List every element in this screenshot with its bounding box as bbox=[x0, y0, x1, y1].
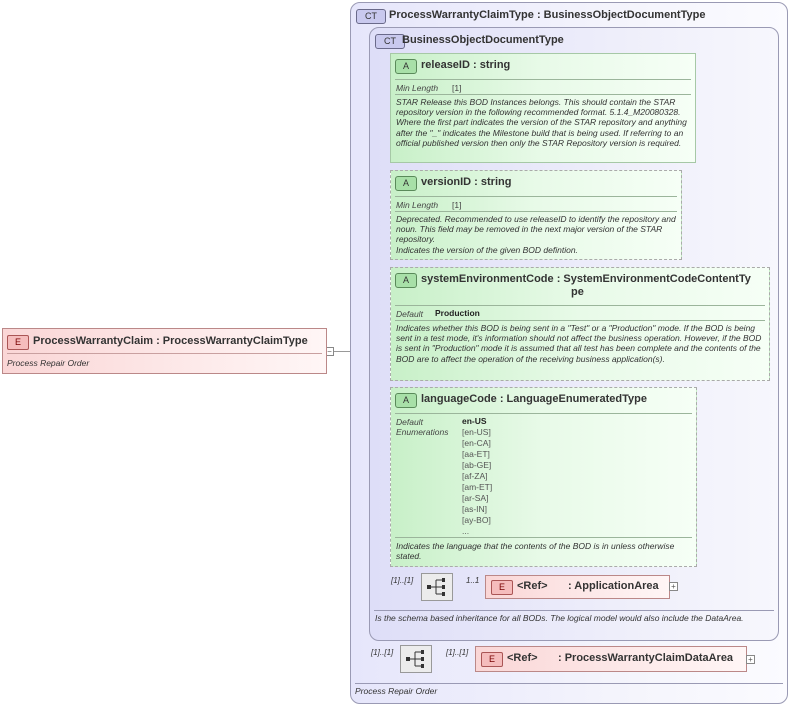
attribute-doc: Deprecated. Recommended to use releaseID to identify the repository and noun. This field may be removed in the next major version of the STAR repository. Indicates the version of the given BOD defintion. bbox=[396, 214, 676, 255]
enumerations-label: Enumerations bbox=[396, 427, 449, 437]
sequence-compositor-icon[interactable] bbox=[400, 645, 432, 673]
attribute-separator bbox=[395, 413, 692, 414]
attribute-separator bbox=[395, 211, 677, 212]
element-ref-label: <Ref> bbox=[517, 580, 548, 592]
element-ref-label: <Ref> bbox=[507, 652, 538, 664]
inner-type-separator bbox=[374, 610, 774, 611]
attribute-title-line1: systemEnvironmentCode : SystemEnvironmentCodeContentTy bbox=[421, 273, 751, 285]
sequence-multiplicity: [1]..[1] bbox=[391, 576, 414, 585]
enumeration-value: [en-CA] bbox=[462, 438, 491, 448]
default-value: en-US bbox=[462, 416, 487, 426]
enumeration-value: [af-ZA] bbox=[462, 471, 488, 481]
collapse-icon[interactable]: − bbox=[325, 347, 334, 356]
sequence-compositor-icon[interactable] bbox=[421, 573, 453, 601]
attribute-badge-icon: A bbox=[395, 59, 417, 74]
outer-type-title: ProcessWarrantyClaimType : BusinessObjectDocumentType bbox=[389, 9, 706, 21]
property-label: Min Length bbox=[396, 83, 439, 93]
element-ref-name: : ApplicationArea bbox=[568, 580, 659, 592]
outer-type-separator bbox=[355, 683, 783, 684]
expand-plus-icon[interactable]: + bbox=[746, 655, 755, 664]
root-element-title: ProcessWarrantyClaim : ProcessWarrantyClaimType bbox=[33, 335, 308, 347]
sequence-multiplicity: [1]..[1] bbox=[371, 648, 394, 657]
complex-type-badge-icon: CT bbox=[375, 34, 405, 49]
attribute-doc: Indicates the language that the contents of the BOD is in unless otherwise stated. bbox=[396, 541, 675, 562]
attribute-system-environment-code[interactable] bbox=[390, 267, 770, 381]
property-value: Production bbox=[435, 308, 480, 318]
attribute-badge-icon: A bbox=[395, 393, 417, 408]
element-badge-icon: E bbox=[491, 580, 513, 595]
enumeration-value: [en-US] bbox=[462, 427, 491, 437]
enumeration-value: [aa-ET] bbox=[462, 449, 490, 459]
expand-plus-icon[interactable]: + bbox=[669, 582, 678, 591]
attribute-separator bbox=[395, 537, 692, 538]
element-badge-icon: E bbox=[7, 335, 29, 350]
element-badge-icon: E bbox=[481, 652, 503, 667]
property-value: [1] bbox=[452, 200, 462, 210]
attribute-title-line2: pe bbox=[571, 286, 584, 298]
enumeration-value: [am-ET] bbox=[462, 482, 493, 492]
attribute-title: languageCode : LanguageEnumeratedType bbox=[421, 393, 647, 405]
attribute-title: versionID : string bbox=[421, 176, 512, 188]
inner-type-doc: Is the schema based inheritance for all BODs. The logical model would also include the DataArea. bbox=[375, 613, 744, 623]
attribute-separator bbox=[395, 305, 765, 306]
outer-type-doc: Process Repair Order bbox=[355, 686, 438, 696]
enumeration-value: [as-IN] bbox=[462, 504, 488, 514]
root-element-box[interactable] bbox=[2, 328, 327, 374]
attribute-badge-icon: A bbox=[395, 273, 417, 288]
root-element-separator bbox=[7, 353, 322, 354]
property-value: [1] bbox=[452, 83, 462, 93]
enumeration-value: [ab-GE] bbox=[462, 460, 492, 470]
property-label: Min Length bbox=[396, 200, 439, 210]
attribute-separator bbox=[395, 320, 765, 321]
attribute-doc: STAR Release this BOD Instances belongs. This should contain the STAR repository version in the following recommended format. 5.1.4_M20080328. Where the first part indicates the version of the STAR repository and anything after the "_" indicates the Milestone build that is being used. If referring to an official published version then only the STAR Repository version is required. bbox=[396, 97, 687, 148]
root-element-doc: Process Repair Order bbox=[7, 358, 90, 368]
attribute-version-id[interactable] bbox=[390, 170, 682, 260]
attribute-badge-icon: A bbox=[395, 176, 417, 191]
complex-type-badge-icon: CT bbox=[356, 9, 386, 24]
attribute-release-id[interactable] bbox=[390, 53, 696, 163]
property-label: Default bbox=[396, 309, 423, 319]
attribute-language-code[interactable] bbox=[390, 387, 697, 567]
enumeration-value: ... bbox=[462, 526, 470, 536]
enumeration-value: [ay-BO] bbox=[462, 515, 491, 525]
attribute-separator bbox=[395, 79, 691, 80]
enumeration-value: [ar-SA] bbox=[462, 493, 489, 503]
enumeration-list bbox=[462, 427, 492, 537]
default-label: Default bbox=[396, 417, 423, 427]
attribute-title: releaseID : string bbox=[421, 59, 511, 71]
attribute-separator bbox=[395, 196, 677, 197]
data-area-element[interactable] bbox=[475, 646, 747, 672]
element-multiplicity: [1]..[1] bbox=[446, 648, 469, 657]
inner-type-title: BusinessObjectDocumentType bbox=[402, 34, 564, 46]
attribute-doc: Indicates whether this BOD is being sent in a "Test" or a "Production" mode. If the BOD is being sent in a test mode, it's information should not affect the business operation. However, if the BOD is sent in "Production" mode it is assumed that all test has been complete and the contents of the BOD are to affect the operation of the receiving business application(s). bbox=[396, 323, 762, 364]
element-ref-name: : ProcessWarrantyClaimDataArea bbox=[558, 652, 734, 664]
element-multiplicity: 1..1 bbox=[466, 576, 480, 585]
attribute-separator bbox=[395, 94, 691, 95]
application-area-element[interactable] bbox=[485, 575, 670, 599]
